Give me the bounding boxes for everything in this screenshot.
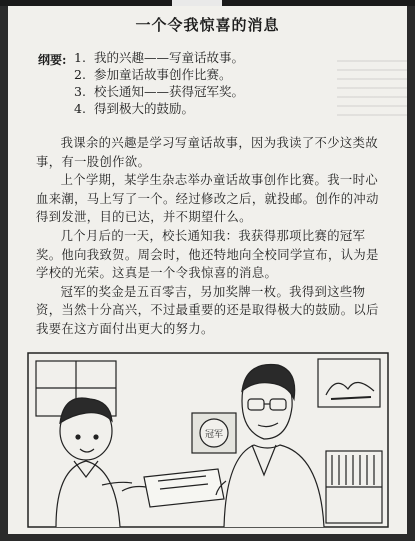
outline-label: 纲要: <box>38 53 67 67</box>
medal-text: 冠军 <box>204 430 224 440</box>
outline-list <box>74 49 244 117</box>
certificate <box>144 469 224 507</box>
bird-drawing <box>326 382 374 395</box>
bleed-through-texture <box>337 56 407 116</box>
outline-item <box>74 83 244 100</box>
essay-body <box>36 134 388 339</box>
paragraph: 我课余的兴趣是学习写童话故事，因为我读了不少这类故事，有一股创作欲。 <box>36 136 379 169</box>
outline-item-number: 1. <box>74 50 86 65</box>
wall-painting <box>318 359 380 407</box>
boy-figure <box>56 398 146 527</box>
outline-item-number: 4. <box>74 101 86 116</box>
outline-item-text: 校长通知——获得冠军奖。 <box>94 84 245 99</box>
award-illustration <box>26 351 390 529</box>
outline-item <box>74 100 244 117</box>
outline-item <box>74 49 244 66</box>
paragraph: 几个月后的一天，校长通知我：我获得那项比赛的冠军奖。他向我致贺。周会时，他还特地向全校同学宣布，认为是学校的光荣。这真是一个令我惊喜的消息。 <box>36 228 379 281</box>
outline-item <box>74 66 244 83</box>
paragraph: 冠军的奖金是五百零吉，另加奖牌一枚。我得到这些物资，当然十分高兴，不过最重要的还是取得极大的鼓励。以后我要在这方面付出更大的努力。 <box>36 284 379 336</box>
outline-item-text: 参加童话故事创作比赛。 <box>94 67 232 82</box>
outline-item-number: 2. <box>74 67 86 82</box>
outline-item-number: 3. <box>74 84 86 99</box>
outline-item-text: 得到极大的鼓励。 <box>94 101 195 116</box>
document-page <box>8 6 407 534</box>
page-title: 一个令我惊喜的消息 <box>135 16 280 34</box>
outline-item-text: 我的兴趣——写童话故事。 <box>94 50 245 65</box>
paragraph: 上个学期，某学生杂志举办童话故事创作比赛。我一时心血来潮，马上写了一个。经过修改之后，就投邮。创作的冲动得到发泄，目的已达，并不期望什么。 <box>36 173 379 225</box>
